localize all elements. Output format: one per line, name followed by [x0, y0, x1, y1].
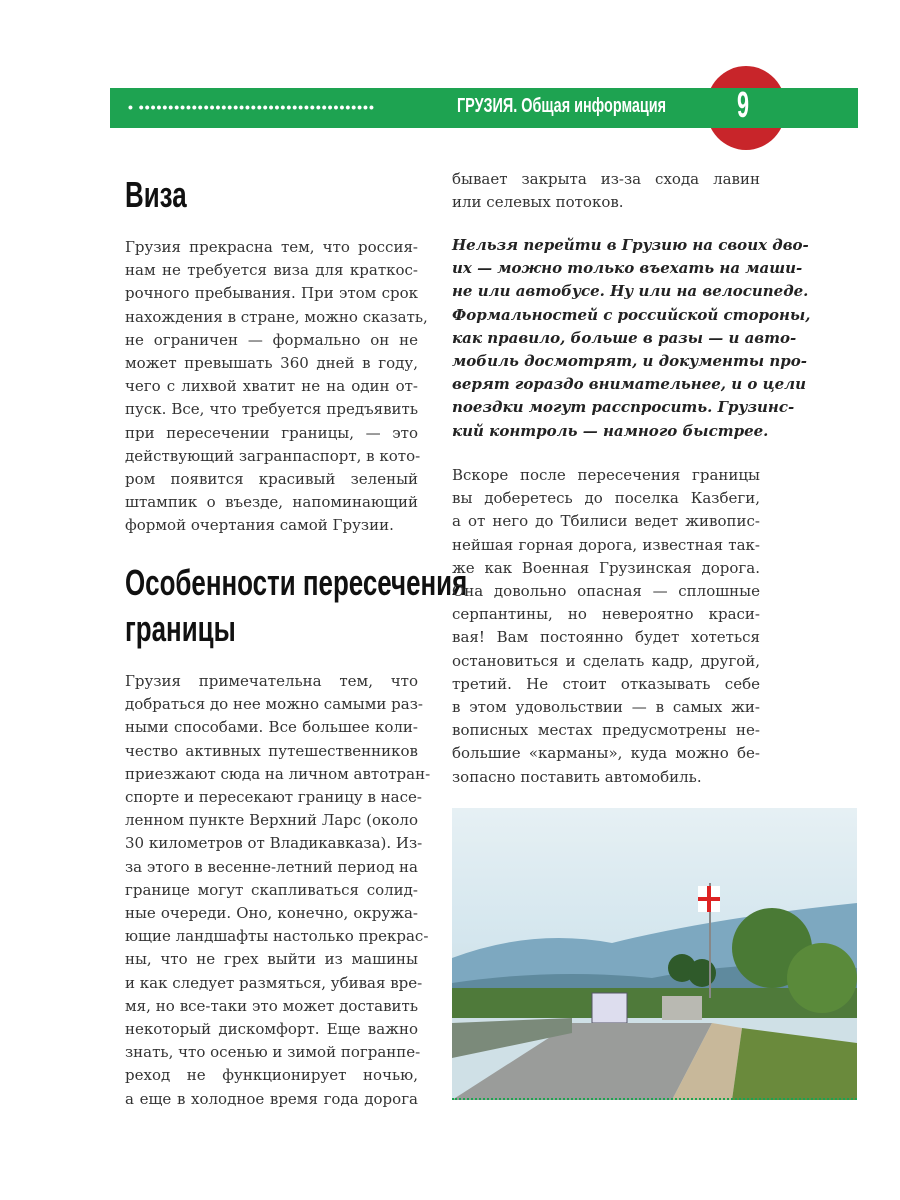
text-line: ными способами. Все большее коли-	[125, 718, 418, 737]
text-line: при пересечении границы, — это	[125, 423, 418, 442]
text-line: формой очертания самой Грузии.	[125, 516, 394, 535]
text-line: бывает закрыта из-за схода лавин	[452, 170, 760, 188]
text-line: спорте и пересекают границу в насе-	[125, 788, 422, 807]
text-line: мя, но все-таки это может доставить	[125, 996, 418, 1015]
paragraph-visa	[125, 236, 428, 538]
text-line: пуск. Все, что требуется предъявить	[125, 400, 418, 419]
text-line: зопасно поставить автомобиль.	[452, 767, 702, 786]
text-line: вы доберетесь до поселка Казбеги,	[452, 489, 760, 508]
text-line: может превышать 360 дней в году,	[125, 354, 418, 373]
text-line: за этого в весенне-летний период на	[125, 857, 418, 876]
text-line: не или автобусе. Ну или на велосипеде.	[452, 282, 809, 301]
text-line: мобиль досмотрят, и документы про-	[452, 352, 807, 371]
text-line: остановиться и сделать кадр, другой,	[452, 651, 760, 670]
paragraph-border	[125, 670, 431, 1111]
text-line: нам не требуется виза для краткос-	[125, 261, 418, 280]
text-line: Формальностей с российской стороны,	[452, 305, 811, 324]
text-line: Грузия примечательна тем, что	[125, 672, 418, 690]
text-line: действующий загранпаспорт, в кото-	[125, 446, 421, 465]
text-line: не ограничен — формально он не	[125, 330, 418, 349]
dotted-leader: • ••••••••••••••••••••••••••••••••••••••••	[128, 99, 375, 115]
text-line: ные очереди. Оно, конечно, окружа-	[125, 904, 418, 923]
text-line: вописных местах предусмотрены не-	[452, 721, 760, 740]
text-line: третий. Не стоит отказывать себе	[452, 674, 760, 693]
text-line: поездки могут расспросить. Грузинс-	[452, 398, 795, 417]
text-line: верят гораздо внимательнее, и о цели	[452, 375, 807, 394]
text-line: а еще в холодное время года дорога	[125, 1089, 418, 1108]
text-line: ленном пункте Верхний Ларс (около	[125, 811, 418, 830]
text-line: Вскоре после пересечения границы	[452, 466, 760, 484]
text-line: 30 километров от Владикавказа). Из-	[125, 834, 423, 853]
text-line: серпантины, но невероятно краси-	[452, 605, 760, 624]
callout-italic	[452, 234, 811, 443]
text-line: кий контроль — намного быстрее.	[452, 421, 769, 440]
text-line: нейшая горная дорога, известная так-	[452, 535, 760, 554]
heading-border-crossing-2: границы	[125, 608, 236, 649]
paragraph-road	[452, 464, 760, 789]
text-line: чество активных путешественников	[125, 741, 418, 760]
running-title: ГРУЗИЯ. Общая информация	[457, 95, 667, 117]
text-line: рочного пребывания. При этом срок	[125, 284, 418, 303]
photo-border	[452, 1098, 857, 1100]
text-line: Она довольно опасная — сплошные	[452, 582, 760, 601]
text-line: а от него до Тбилиси ведет живопис-	[452, 512, 760, 531]
text-line: штампик о въезде, напоминающий	[125, 493, 418, 512]
text-line: ющие ландшафты настолько прекрас-	[125, 927, 429, 946]
text-line: границе могут скапливаться солид-	[125, 880, 418, 899]
text-line: и как следует размяться, убивая вре-	[125, 973, 423, 992]
text-line: приезжают сюда на личном автотран-	[125, 764, 431, 783]
text-line: или селевых потоков.	[452, 193, 624, 212]
text-line: чего с лихвой хватит не на один от-	[125, 377, 418, 396]
text-line: ром появится красивый зеленый	[125, 470, 418, 489]
paragraph-continued	[452, 168, 760, 214]
page-number: 9	[737, 84, 750, 125]
heading-visa: Виза	[125, 174, 187, 215]
text-line: Нельзя перейти в Грузию на своих дво-	[452, 236, 809, 254]
text-line: вая! Вам постоянно будет хотеться	[452, 628, 760, 647]
text-line: же как Военная Грузинская дорога.	[452, 558, 760, 577]
text-line: знать, что осенью и зимой погранпе-	[125, 1043, 421, 1062]
text-line: как правило, больше в разы — и авто-	[452, 328, 797, 347]
border-checkpoint-photo	[452, 808, 857, 1100]
text-line: большие «карманы», куда можно бе-	[452, 744, 760, 763]
text-line: Грузия прекрасна тем, что россия-	[125, 238, 418, 256]
text-line: их — можно только въехать на маши-	[452, 259, 803, 278]
text-line: реход не функционирует ночью,	[125, 1066, 418, 1085]
heading-border-crossing-1: Особенности пересечения	[125, 562, 468, 603]
text-line: ны, что не грех выйти из машины	[125, 950, 418, 969]
text-line: в этом удовольствии — в самых жи-	[452, 698, 760, 717]
text-line: нахождения в стране, можно сказать,	[125, 307, 428, 326]
text-line: добраться до нее можно самыми раз-	[125, 695, 423, 714]
text-line: некоторый дискомфорт. Еще важно	[125, 1020, 418, 1039]
